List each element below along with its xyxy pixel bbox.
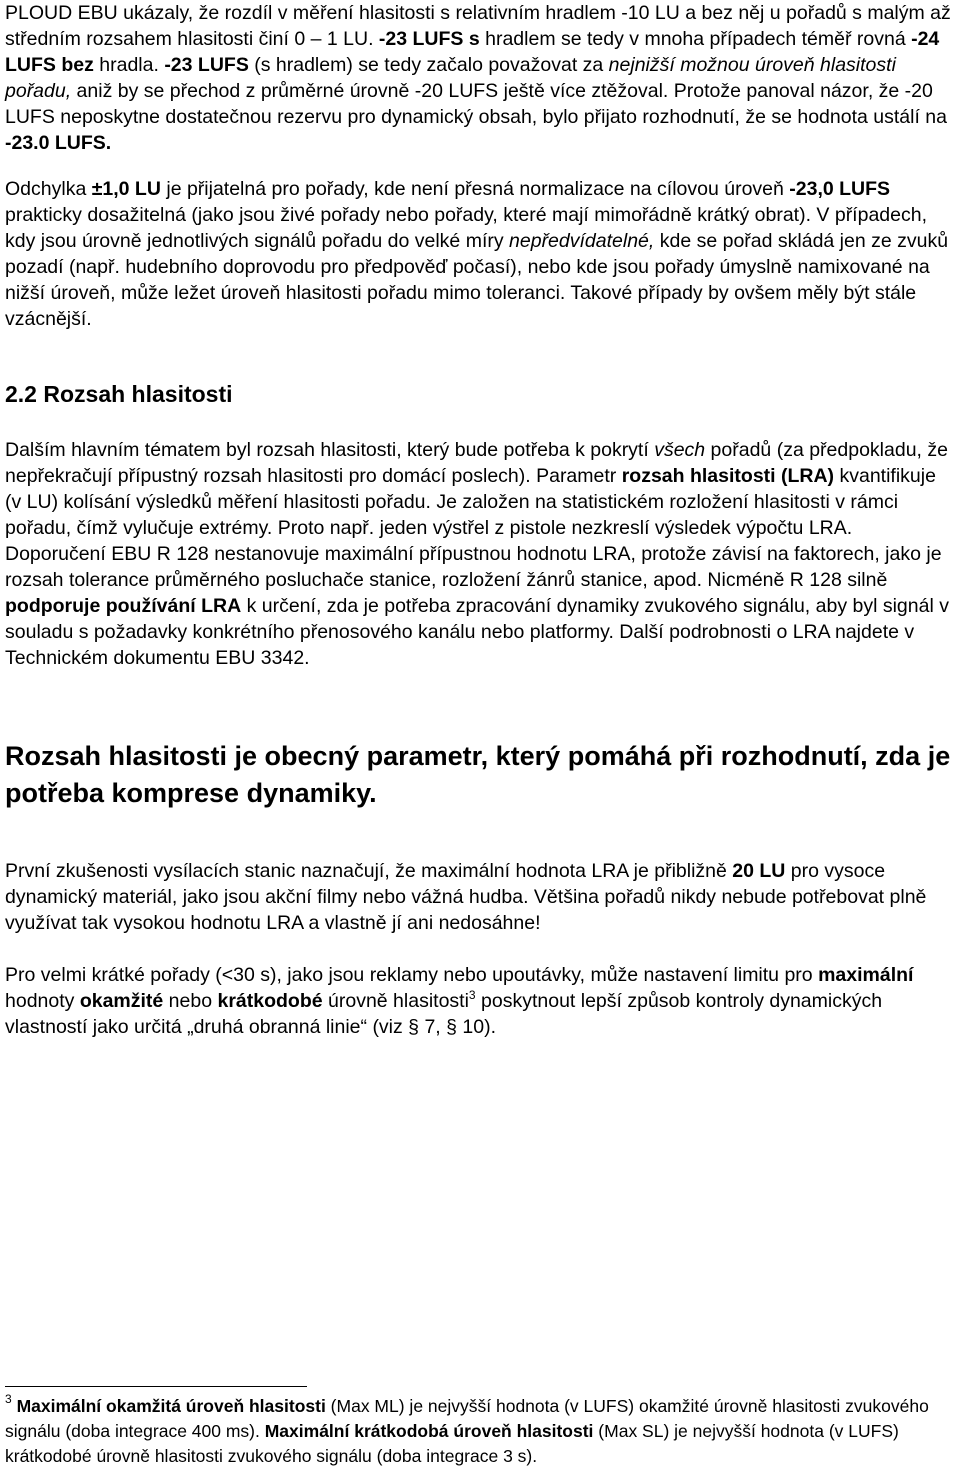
footnote-separator <box>5 1386 307 1387</box>
text-run: hradla. <box>93 54 165 76</box>
bold-run: -24 LUFS bez <box>5 28 940 76</box>
text-run: (s hradlem) se tedy začalo považovat za <box>248 54 609 76</box>
section-heading <box>5 378 233 410</box>
footnote <box>5 1394 957 1469</box>
bold-run: -23 LUFS <box>164 54 249 76</box>
text-run: kde se pořad skládá jen ze zvuků pozadí (např. hudebního doprovodu pro předpověď počasí), nebo kde jsou pořady úmyslně namixované na nižší úroveň, může ležet úroveň hlasitosti pořadu mimo toleranci. Takové případy by ovšem měly být stále vzácnější. <box>5 230 949 330</box>
text-run: poskytnout lepší způsob kontroly dynamických vlastností jako určitá „druhá obranná linie“ (viz § 7, § 10). <box>5 990 883 1038</box>
section-number: 2.2 <box>5 381 37 407</box>
footnote-reference: 3 <box>468 988 476 1002</box>
text-run: Odchylka <box>5 178 92 200</box>
bold-run: ±1,0 LU <box>91 178 161 200</box>
italic-run: všech <box>654 439 706 461</box>
bold-run: -23.0 LUFS. <box>5 132 112 154</box>
footnote-mark: 3 <box>5 1392 12 1406</box>
text-run: aniž by se přechod z průměrné úrovně -20 LUFS ještě více ztěžoval. Protože panoval názor, že -20 LUFS neposkytne dostatečnou rezervu pro dynamický obsah, bylo přijato rozhodnutí, že se hodnota ustálí na <box>5 80 947 128</box>
bold-run: krátkodobé <box>217 990 323 1012</box>
bold-run: -23 LUFS s <box>378 28 480 50</box>
text-run: (Max ML) je nejvyšší hodnota (v LUFS) okamžité úrovně hlasitosti zvukového signálu (doba integrace 400 ms). <box>5 1396 929 1441</box>
text-run: hodnoty <box>5 990 80 1012</box>
text-run: První zkušenosti vysílacích stanic naznačují, že maximální hodnota LRA je přibližně <box>5 860 733 882</box>
bold-run: 20 LU <box>732 860 786 882</box>
italic-run: nepředvídatelné, <box>509 230 655 252</box>
paragraph-tolerance <box>5 176 957 332</box>
paragraph-lra <box>5 437 957 671</box>
text-run: (Max SL) je nejvyšší hodnota (v LUFS) krátkodobé úrovně hlasitosti zvukového signálu (doba integrace 3 s). <box>5 1421 899 1466</box>
text-run: PLOUD EBU ukázaly, že rozdíl v měření hlasitosti s relativním hradlem -10 LU a bez něj u pořadů s malým až středním rozsahem hlasitosti činí 0 – 1 LU. <box>5 2 951 50</box>
bold-run: rozsah hlasitosti (LRA) <box>621 465 835 487</box>
bold-run: Maximální okamžitá úroveň hlasitosti <box>16 1396 326 1416</box>
text-run: Dalším hlavním tématem byl rozsah hlasitosti, který bude potřeba k pokrytí <box>5 439 655 461</box>
bold-run: okamžité <box>79 990 164 1012</box>
text-run: kvantifikuje (v LU) kolísání výsledků měření hlasitosti pořadu. Je založen na statistickém rozložení hlasitosti v rámci pořadu, čímž vylučuje extrémy. Proto např. jeden výstřel z pistole nezkreslí výsledek výpočtu LRA. Doporučení EBU R 128 nestanovuje maximální přípustnou hodnotu LRA, protože závisí na faktorech, jako je rozsah tolerance průměrného posluchače stanice, rozložení žánrů stanice, apod. Nicméně R 128 silně <box>5 465 942 591</box>
text-run: Pro velmi krátké pořady (<30 s), jako jsou reklamy nebo upoutávky, může nastavení limitu pro <box>5 964 819 986</box>
bold-run: -23,0 LUFS <box>789 178 891 200</box>
text-run: pořadů (za předpokladu, že nepřekračují přípustný rozsah hlasitosti pro domácí poslech). Parametr <box>5 439 948 487</box>
text-run: prakticky dosažitelná (jako jsou živé pořady nebo pořady, které mají mimořádně krátký obrat). V případech, kdy jsou úrovně jednotlivých signálů pořadu do velké míry <box>5 204 927 252</box>
text-run: k určení, zda je potřeba zpracování dynamiky zvukového signálu, aby byl signál v souladu s požadavky konkrétního přenosového kanálu nebo platformy. Další podrobnosti o LRA najdete v Technickém dokumentu EBU 3342. <box>5 595 949 669</box>
text-run: nebo <box>163 990 218 1012</box>
text-run: pro vysoce dynamický materiál, jako jsou akční filmy nebo vážná hudba. Většina pořadů nikdy nebude potřebovat plně využívat tak vysokou hodnotu LRA a vlastně jí ani nedosáhne! <box>5 860 927 934</box>
italic-run: nejnižší možnou úroveň hlasitosti pořadu, <box>5 54 896 102</box>
text-run: je přijatelná pro pořady, kde není přesná normalizace na cílovou úroveň <box>160 178 790 200</box>
bold-run: maximální <box>818 964 914 986</box>
bold-run: podporuje používání LRA <box>5 595 242 617</box>
paragraph-experience <box>5 858 957 936</box>
bold-run: Maximální krátkodobá úroveň hlasitosti <box>264 1421 594 1441</box>
text-run: hradlem se tedy v mnoha případech téměř rovná <box>479 28 912 50</box>
paragraph-gating <box>5 0 957 156</box>
section-title: Rozsah hlasitosti <box>36 381 233 407</box>
highlight-statement: Rozsah hlasitosti je obecný parametr, který pomáhá při rozhodnutí, zda je potřeba komprese dynamiky. <box>5 741 951 808</box>
paragraph-short-programmes <box>5 962 957 1040</box>
text-run: úrovně hlasitosti <box>322 990 469 1012</box>
